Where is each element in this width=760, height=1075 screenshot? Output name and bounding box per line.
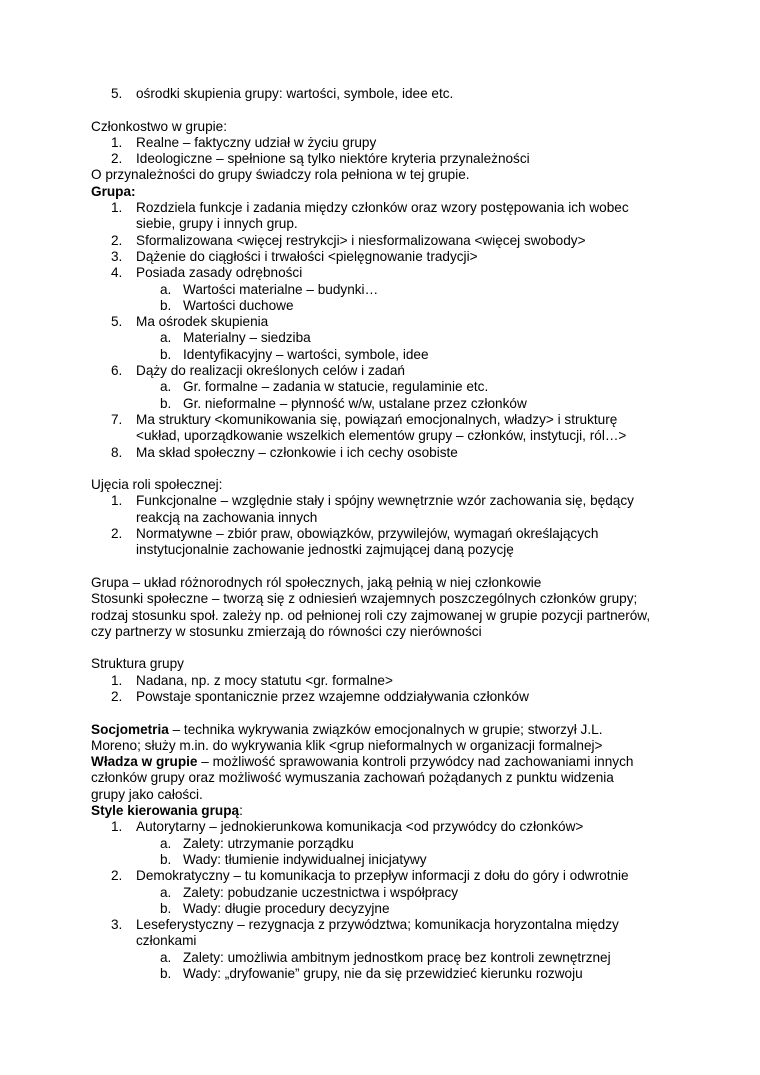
sub-list-item [0,901,760,917]
item-text: członkami [136,933,197,949]
item-number: 2. [111,526,123,542]
item-text: Autorytarny – jednokierunkowa komunikacja <od przywódcy do członków> [136,819,584,835]
sub-item-letter: a. [160,379,172,395]
sub-item-letter: a. [160,835,172,851]
item-text: instytucjonalnie zachowanie jednostki zajmującej daną pozycję [136,542,514,558]
item-number: 3. [111,917,123,933]
sub-item-text: Gr. formalne – zadania w statucie, regulaminie etc. [183,379,489,395]
sub-item-text: Wartości materialne – budynki… [183,281,379,297]
sub-list-item [0,950,760,966]
leadership-heading [0,803,760,819]
power-line [0,754,760,770]
item-number: 1. [111,200,123,216]
sub-item-text: Wady: długie procedury decyzyjne [183,900,390,916]
list-item-continuation [0,510,760,526]
heading-colon: : [239,803,243,819]
sub-list-item [0,282,760,298]
item-number: 5. [111,314,123,330]
item-text: reakcją na zachowania innych [136,509,318,525]
item-text: Ma ośrodek skupienia [136,314,269,330]
list-item [0,689,760,705]
item-number: 2. [111,868,123,884]
item-text: Posiada zasady odrębności [136,265,303,281]
sub-item-text: Wady: tłumienie indywidualnej inicjatywy [183,851,427,867]
paragraph-line: rodzaj stosunku społ. zależy np. od pełnionej roli czy zajmowanej w grupie pozycji partnerów, [91,607,651,623]
list-item-continuation [0,428,760,444]
sociometry-line [0,722,760,738]
list-item [0,314,760,330]
sub-list-item [0,852,760,868]
item-number: 1. [111,493,123,509]
sub-item-letter: b. [160,395,172,411]
membership-heading: Członkostwo w grupie: [91,118,227,134]
sub-list-item [0,885,760,901]
item-text: Ideologiczne – spełnione są tylko niektóre kryteria przynależności [136,151,530,167]
list-item [0,363,760,379]
item-number: 2. [111,688,123,704]
item-number: 3. [111,248,123,264]
sub-item-text: Zalety: umożliwia ambitnym jednostkom pracę bez kontroli zewnętrznej [183,949,611,965]
sub-list-item [0,396,760,412]
paragraph-line: grupy jako całości. [91,786,203,802]
leadership-heading-text: Style kierowania grupą [91,803,240,819]
sub-list-item [0,347,760,363]
item-text: Ma skład społeczny – członkowie i ich cechy osobiste [136,444,458,460]
sub-item-text: Wartości duchowe [183,297,294,313]
list-item [0,673,760,689]
paragraph-line: Stosunki społeczne – tworzą się z odniesień wzajemnych poszczególnych członków grupy; [91,591,638,607]
item-text: Nadana, np. z mocy statutu <gr. formalne> [136,672,393,688]
list-item [0,200,760,216]
item-number: 6. [111,363,123,379]
sub-item-text: Zalety: pobudzanie uczestnictwa i współpracy [183,884,459,900]
item-text: ośrodki skupienia grupy: wartości, symbole, idee etc. [136,86,454,101]
sub-item-letter: a. [160,949,172,965]
item-text: Realne – faktyczny udział w życiu grupy [136,134,377,150]
item-text: Dążenie do ciągłości i trwałości <pielęgnowanie tradycji> [136,248,478,264]
item-text: Demokratyczny – tu komunikacja to przepływ informacji z dołu do góry i odwrotnie [136,868,629,884]
item-text: Normatywne – zbiór praw, obowiązków, przywilejów, wymagań określających [136,526,599,542]
item-text: Dąży do realizacji określonych celów i zadań [136,363,405,379]
item-text: Ma struktury <komunikowania się, powiązań emocjonalnych, władzy> i strukturę [136,411,618,427]
item-text: Powstaje spontanicznie przez wzajemne oddziaływania członków [136,688,529,704]
sub-item-text: Zalety: utrzymanie porządku [183,835,354,851]
list-item [0,526,760,542]
paragraph-line: Grupa – układ różnorodnych ról społecznych, jaką pełnią w niej członkowie [91,574,542,590]
list-item [0,493,760,509]
role-heading: Ujęcia roli społecznej: [91,477,223,493]
item-number: 2. [111,232,123,248]
item-text: Leseferystyczny – rezygnacja z przywództwa; komunikacja horyzontalna między [136,917,619,933]
list-item [0,819,760,835]
sub-list-item [0,330,760,346]
document-page [0,86,760,982]
sub-item-letter: b. [160,346,172,362]
sub-list-item [0,966,760,982]
list-item [0,135,760,151]
item-number: 7. [111,411,123,427]
sociometry-text: – technika wykrywania związków emocjonalnych w grupie; stworzył J.L. [168,721,603,737]
list-item [0,868,760,884]
sub-list-item [0,379,760,395]
list-item [0,233,760,249]
item-text: Funkcjonalne – względnie stały i spójny wewnętrznie wzór zachowania się, będący [136,493,634,509]
item-number: 1. [111,819,123,835]
sub-item-letter: a. [160,281,172,297]
list-item [0,151,760,167]
group-heading-text: Grupa: [91,183,136,199]
list-item [0,917,760,933]
sub-item-text: Gr. nieformalne – płynność w/w, ustalane przez członków [183,395,527,411]
sociometry-term: Socjometria [91,721,169,737]
list-item [0,412,760,428]
paragraph-line: Moreno; służy m.in. do wykrywania klik <grup nieformalnych w organizacji formalnej> [91,737,603,753]
item-number: 1. [111,672,123,688]
power-term: Władza w grupie [91,754,198,770]
group-heading [0,184,760,200]
list-item-continuation [0,933,760,949]
paragraph-line: czy partnerzy w stosunku zmierzają do równości czy nierówności [91,623,482,639]
sub-item-text: Wady: „dryfowanie” grupy, nie da się przewidzieć kierunku rozwoju [183,966,583,982]
list-item [0,445,760,461]
item-number: 5. [111,86,123,101]
item-number: 1. [111,134,123,150]
item-number: 8. [111,444,123,460]
sub-list-item [0,298,760,314]
list-item [0,249,760,265]
power-text: – możliwość sprawowania kontroli przywódcy nad zachowaniami innych [197,754,634,770]
sub-item-letter: b. [160,900,172,916]
item-number: 2. [111,151,123,167]
sub-item-letter: a. [160,884,172,900]
item-number: 4. [111,265,123,281]
structure-heading: Struktura grupy [91,656,184,672]
list-item [0,265,760,281]
list-item [0,86,760,102]
list-item-continuation [0,216,760,232]
item-text: Sformalizowana <więcej restrykcji> i niesformalizowana <więcej swobody> [136,232,586,248]
sub-list-item [0,836,760,852]
sub-item-letter: b. [160,297,172,313]
sub-item-letter: b. [160,851,172,867]
sub-item-text: Materialny – siedziba [183,330,311,346]
sub-item-letter: a. [160,330,172,346]
list-item-continuation [0,542,760,558]
item-text: Rozdziela funkcje i zadania między członków oraz wzory postępowania ich wobec [136,200,629,216]
item-text: siebie, grupy i innych grup. [136,216,298,232]
membership-note: O przynależności do grupy świadczy rola pełniona w tej grupie. [91,167,470,183]
sub-item-text: Identyfikacyjny – wartości, symbole, idee [183,346,429,362]
paragraph-line: członków grupy oraz możliwość wymuszania zachowań pożądanych z punktu widzenia [91,770,614,786]
sub-item-letter: b. [160,966,172,982]
item-text: <układ, uporządkowanie wszelkich elementów grupy – członków, instytucji, ról…> [136,428,627,444]
